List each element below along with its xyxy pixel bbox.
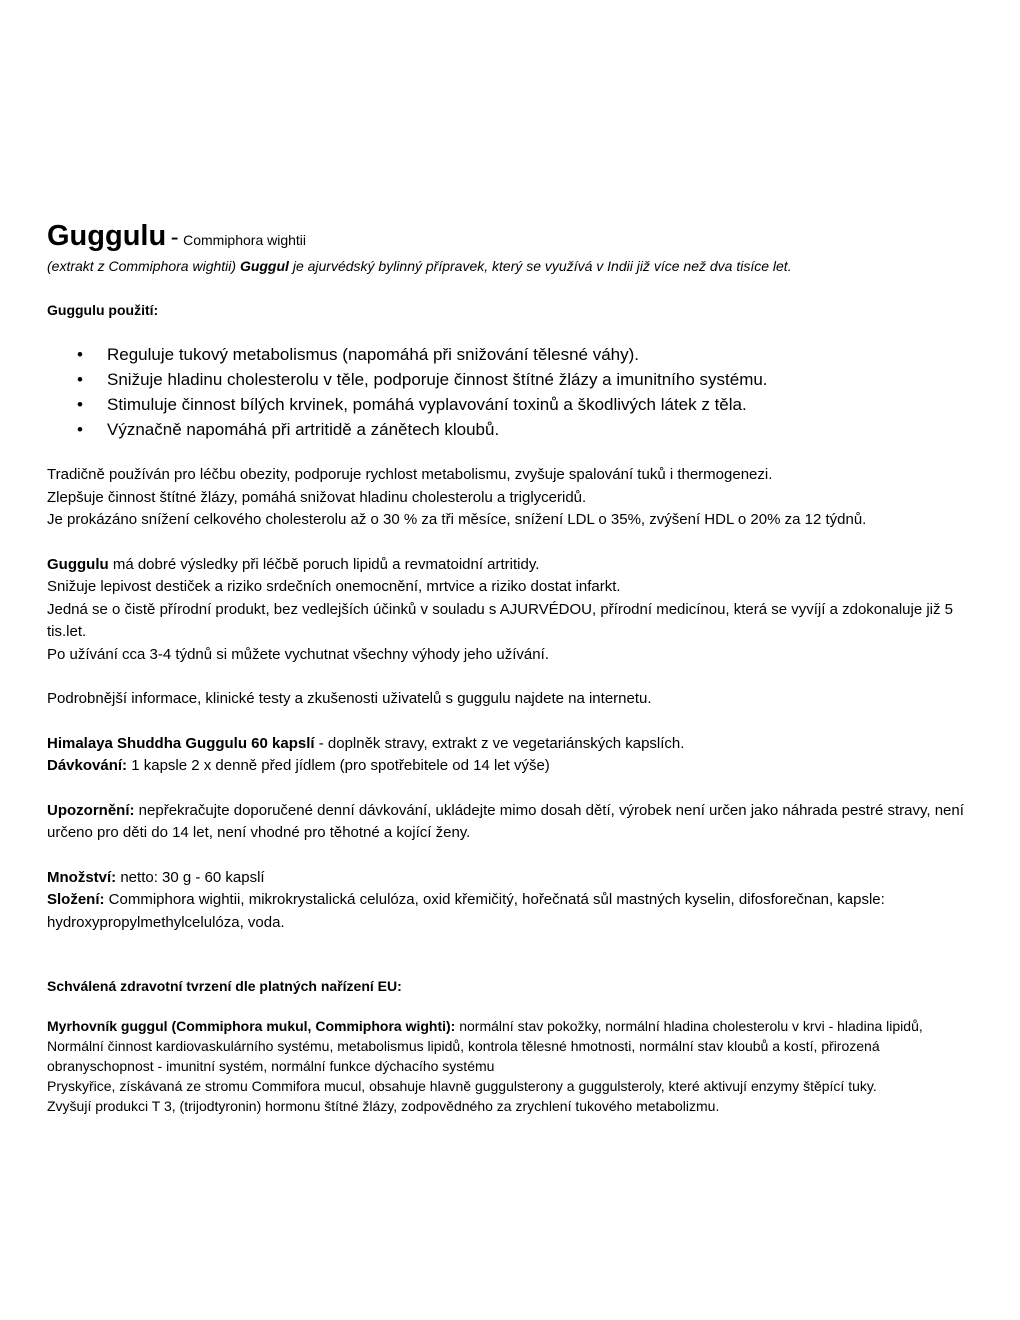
composition-label: Složení: — [47, 891, 105, 908]
intro-bold: Guggul — [239, 258, 289, 274]
claims-line: Pryskyřice, získávaná ze stromu Commifora mucul, obsahuje hlavně guggulsterony a guggulsteroly, které aktivují enzymy štěpící tuky. — [47, 1078, 877, 1094]
intro-pre: (extrakt z Commiphora wightii) — [47, 258, 240, 274]
list-item — [47, 392, 977, 417]
product-desc: - doplněk stravy, extrakt z ve vegetariánských kapslích. — [314, 734, 685, 752]
list-item-text: Reguluje tukový metabolismus (napomáhá při snižování tělesné váhy). — [107, 345, 639, 364]
warning-label: Upozornění: — [47, 801, 135, 819]
usage-list — [47, 342, 977, 442]
paragraph-line: Tradičně používán pro léčbu obezity, podporuje rychlost metabolismu, zvyšuje spalování tuků i thermogenezi. — [47, 466, 773, 483]
document — [47, 218, 977, 1116]
claims-line — [47, 1016, 977, 1076]
quantity-text: netto: 30 g - 60 kapslí — [116, 868, 265, 886]
title-dash: - — [170, 224, 179, 251]
claims-label: Myrhovník guggul (Commiphora mukul, Commiphora wighti): — [47, 1018, 456, 1034]
dosage-line — [47, 755, 977, 778]
product-line — [47, 733, 977, 756]
paragraph-line: Po užívání cca 3-4 týdnů si můžete vychutnat všechny výhody jeho užívání. — [47, 645, 549, 663]
quantity-line — [47, 867, 977, 890]
intro-line — [47, 256, 977, 276]
product-name: Himalaya Shuddha Guggulu 60 kapslí — [47, 734, 315, 752]
list-item-text: Snižuje hladinu cholesterolu v těle, podporuje činnost štítné žlázy a imunitního systému. — [107, 370, 768, 389]
bullet-icon: • — [77, 345, 83, 364]
list-item-text: Stimuluje činnost bílých krvinek, pomáhá vyplavování toxinů a škodlivých látek z těla. — [107, 395, 747, 414]
list-item — [47, 367, 977, 392]
warning-paragraph — [47, 800, 977, 845]
page-title — [47, 218, 977, 254]
paragraph-line: Jedná se o čistě přírodní produkt, bez vedlejších účinků v souladu s AJURVÉDOU, přírodní medicínou, která se vyvíjí a zdokonaluje již 5 tis.let. — [47, 600, 954, 640]
dosage-text: 1 kapsle 2 x denně před jídlem (pro spotřebitele od 14 let výše) — [127, 757, 550, 774]
claims-line: Zvyšují produkci T 3, (trijodtyronin) hormonu štítné žlázy, zodpovědného za zrychlení tukového metabolizmu. — [47, 1098, 720, 1114]
bullet-icon: • — [77, 370, 83, 389]
intro-post: je ajurvédský bylinný přípravek, který se využívá v Indii již více než dva tisíce let. — [288, 258, 792, 274]
bold-term: Guggulu — [47, 555, 109, 573]
list-item — [47, 417, 977, 442]
product-section — [47, 733, 977, 778]
usage-heading: Guggulu použití: — [47, 302, 159, 318]
paragraph-line: Snižuje lepivost destiček a riziko srdečních onemocnění, mrtvice a riziko dostat infarkt. — [47, 578, 621, 595]
composition-section — [47, 867, 977, 935]
claims-heading: Schválená zdravotní tvrzení dle platných nařízení EU: — [47, 978, 402, 994]
title-main: Guggulu — [47, 220, 167, 252]
paragraph-benefits — [47, 464, 977, 532]
bullet-icon: • — [77, 420, 83, 439]
title-latin: Commiphora wightii — [183, 232, 307, 248]
paragraph-info: Podrobnější informace, klinické testy a zkušenosti uživatelů s guggulu najdete na internetu. — [47, 690, 652, 707]
list-item-text: Význačně napomáhá při artritidě a zánětech kloubů. — [107, 420, 500, 439]
list-item — [47, 342, 977, 367]
paragraph-text: má dobré výsledky při léčbě poruch lipidů a revmatoidní artritidy. — [108, 555, 540, 573]
paragraph-line: Je prokázáno snížení celkového cholesterolu až o 30 % za tři měsíce, snížení LDL o 35%, zvýšení HDL o 20% za 12 týdnů. — [47, 511, 867, 528]
bullet-icon: • — [77, 395, 83, 414]
paragraph-line — [47, 554, 977, 577]
paragraph-line: Zlepšuje činnost štítné žlázy, pomáhá snižovat hladinu cholesterolu a triglyceridů. — [47, 488, 587, 506]
warning-text: nepřekračujte doporučené denní dávkování, ukládejte mimo dosah dětí, výrobek není určen jako náhrada pestré stravy, není určeno pro děti do 14 let, není vhodné pro těhotné a kojící ženy. — [47, 801, 964, 841]
claims-section — [47, 1016, 977, 1116]
quantity-label: Množství: — [47, 868, 117, 886]
composition-text: Commiphora wightii, mikrokrystalická celulóza, oxid křemičitý, hořečnatá sůl mastných kyselin, difosforečnan, kapsle: hydroxypropylmethylcelulóza, voda. — [47, 891, 885, 931]
composition-line — [47, 889, 977, 934]
dosage-label: Dávkování: — [47, 757, 128, 774]
claims-text: normální stav pokožky, normální hladina cholesterolu v krvi - hladina lipidů, Normální činnost kardiovaskulárního systému, metabolismus lipidů, kontrola tělesné hmotnosti, normální stav kloubů a kostí, přirozená obranyschopnost - imunitní systém, normální funkce dýchacího systému — [47, 1018, 923, 1074]
paragraph-results — [47, 554, 977, 667]
